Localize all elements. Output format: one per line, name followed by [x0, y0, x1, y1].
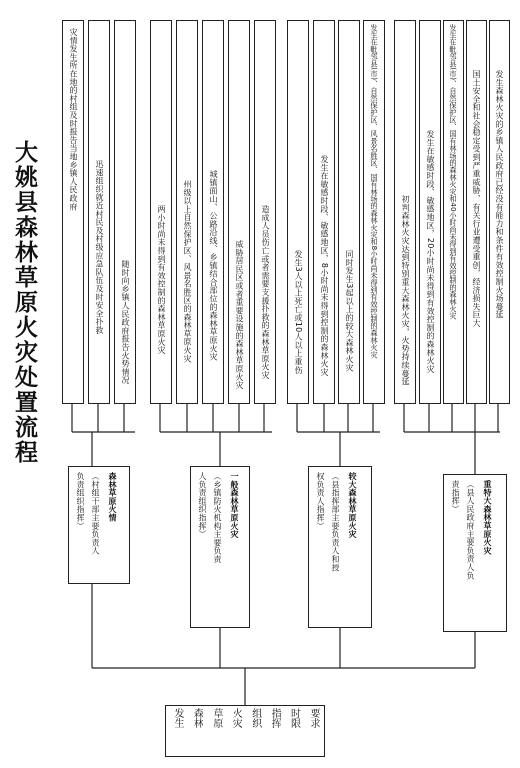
action-text: 发生森林火灾的乡镇人民政府已经没有能力和条件有效控制火场蔓延 [495, 70, 504, 319]
level-2-desc-2: 人负责组织指挥） [198, 472, 207, 539]
level-4-name: 重特大森林草原火灾 [483, 480, 492, 555]
origin-line-6: 草原 [210, 708, 222, 729]
level-1-desc-2: 负责组织指挥） [76, 472, 85, 531]
origin-line-5: 火灾 [230, 708, 242, 729]
action-text: 初判森林火灾达到特别重大森林火灾，火势持续蔓延 [401, 195, 410, 386]
origin-line-8: 发生 [172, 708, 183, 729]
level-1-desc-1: （村组干部主要负责人 [91, 472, 100, 555]
action-text: 城镇面山、公路沿线、乡镇结合部位的森林草原火灾 [209, 170, 218, 361]
origin-line-3: 指挥 [269, 708, 281, 729]
level-4-desc-2: 责指挥） [451, 480, 460, 514]
action-text: 造成人员伤亡或者需要支援扑救的森林草原火灾 [261, 205, 270, 380]
action-text: 州级以上自然保护区、风景名胜区的森林草原火灾 [183, 180, 192, 363]
origin-line-7: 森林 [191, 708, 203, 729]
origin-line-2: 时限 [288, 708, 300, 729]
level-3-desc-2: 权负责人指挥） [316, 472, 325, 531]
action-text: 发生在毗邻县(市)、自然保护区、风景名胜区、国有林场的森林火灾和8小时尚未得到有效控制的森林火灾 [370, 24, 379, 359]
action-text: 国土安全和社会稳定受到严重威胁，有关行业遭受重创，经济损失巨大 [472, 70, 481, 328]
level-3-desc-1: （县指挥部主要负责人和授 [331, 472, 340, 572]
origin-line-1: 要求 [307, 708, 319, 729]
level-1-name: 森林草原火情 [108, 472, 117, 522]
action-text: 两小时尚未得到有效控制的森林草原火灾 [157, 205, 166, 355]
action-text: 随时向乡镇人民政府报告火势情况 [121, 260, 130, 385]
origin-columns [170, 708, 320, 754]
level-2-desc-1: （乡镇防火机构主要负责 [213, 472, 222, 564]
action-text: 发生在敏感时段、敏感地区，8小时尚未得到控制的森林火灾 [320, 155, 329, 377]
level-4-desc-1: （县人民政府主要负责人负 [466, 480, 475, 580]
level-3-name: 较大森林草原火灾 [348, 472, 357, 539]
action-text: 灾情发生所在地的村组及时报告当地乡镇人民政府 [69, 28, 78, 211]
action-text: 同时发生3起以上的较大森林火灾 [345, 250, 354, 372]
page-title: 大姚县森林草原火灾处置流程 [11, 140, 37, 465]
action-text: 威胁居民区或者重要设施的森林草原火灾 [235, 240, 244, 390]
action-text: 迅速组织就近村民及村级应急队伍及时安全扑救 [95, 160, 104, 335]
action-text: 发生在毗邻县(市)、自然保护区、国有林场的森林火灾和40小时尚未得到有效控制的森林火灾 [449, 24, 458, 320]
action-text: 发生3人以上死亡或10人以上重伤 [294, 250, 303, 375]
origin-line-4: 组织 [249, 708, 261, 729]
action-text: 发生在敏感时段、敏感地区，20小时尚未得到有效控制的森林火灾 [426, 130, 435, 374]
level-2-name: 一般森林草原火灾 [230, 472, 239, 539]
